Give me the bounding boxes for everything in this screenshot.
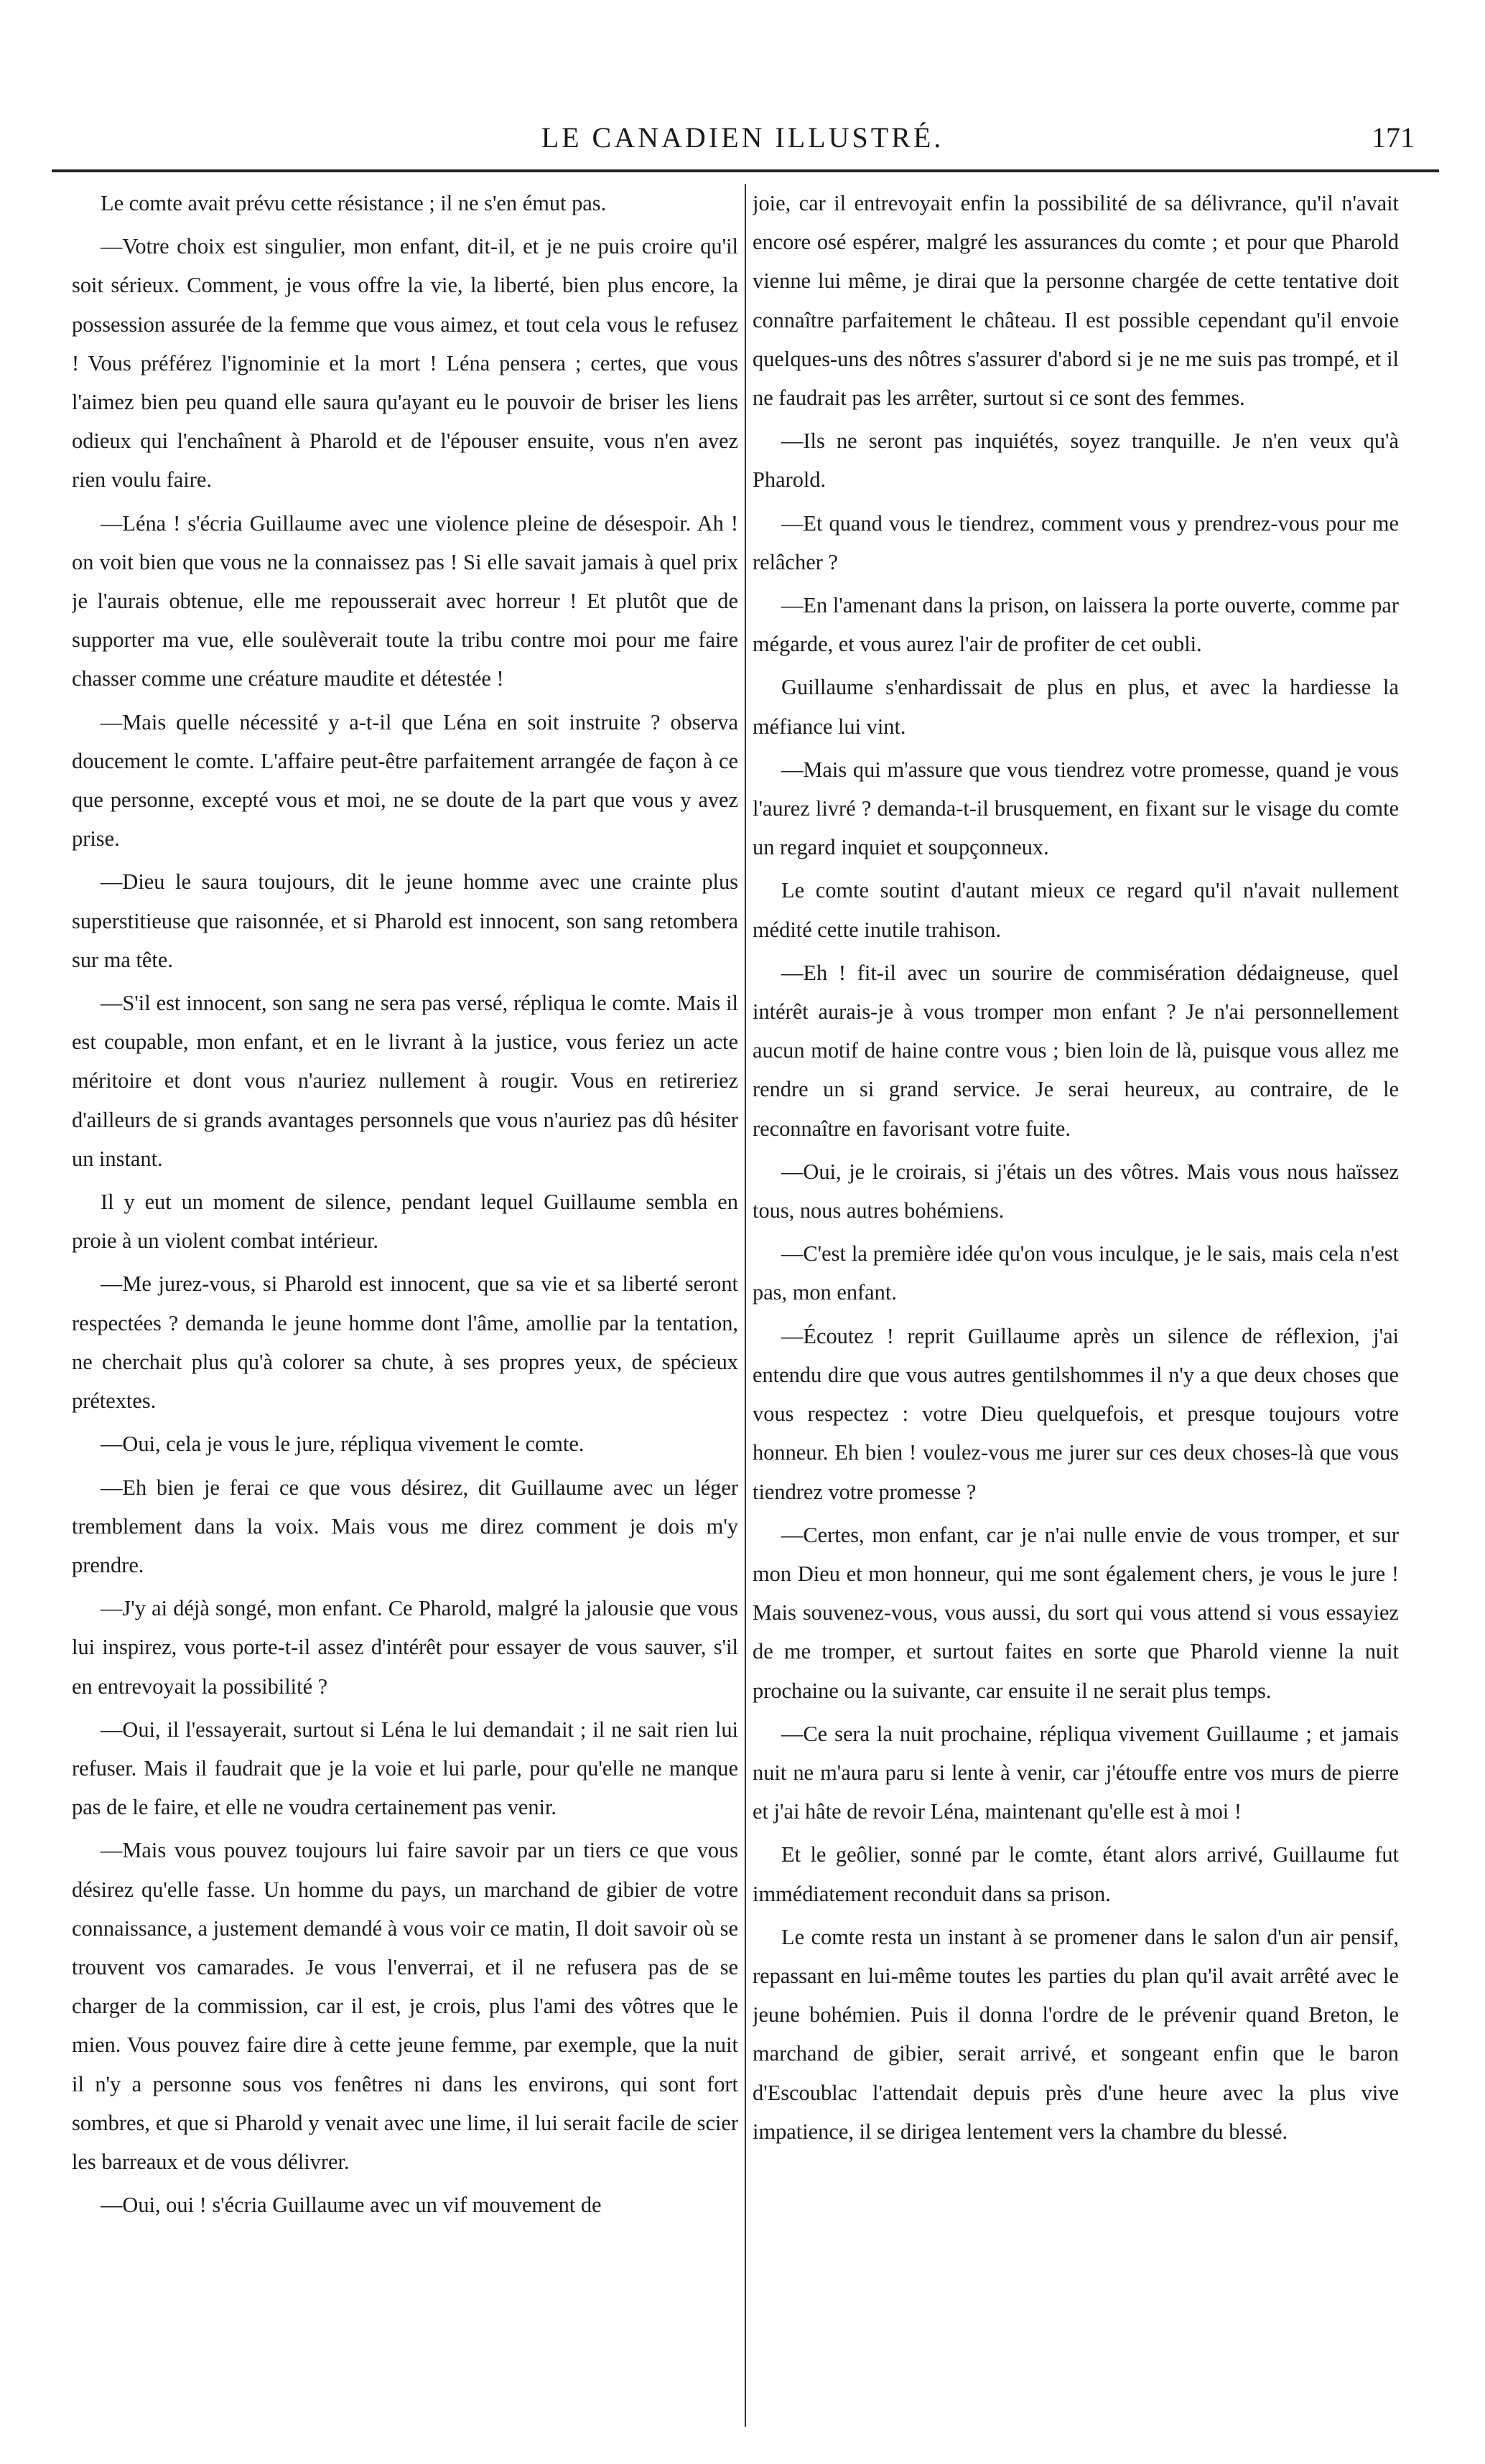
- page-number: 171: [1372, 121, 1415, 154]
- paragraph: —Léna ! s'écria Guillaume avec une violence pleine de désespoir. Ah ! on voit bien que vous ne la connaissez pas ! Si elle savait jamais à quel prix je l'aurais obtenue, elle me repousserait avec horreur ! Et plutôt que de supporter ma vue, elle soulèverait toute la tribu contre moi pour me faire chasser comme une créature maudite et détestée !: [72, 510, 738, 691]
- right-column: [753, 184, 1399, 2424]
- paragraph: —Mais qui m'assure que vous tiendrez votre promesse, quand je vous l'aurez livré ? demanda-t-il brusquement, en fixant sur le visage du comte un regard inquiet et soupçonneux.: [753, 757, 1399, 860]
- paragraph: —Oui, oui ! s'écria Guillaume avec un vif mouvement de: [101, 2193, 602, 2218]
- paragraph: —Certes, mon enfant, car je n'ai nulle envie de vous tromper, et sur mon Dieu et mon honneur, qui me sont également chers, je vous le jure ! Mais souvenez-vous, vous aussi, du sort qui vous attend si vous essayiez de me tromper, et surtout faites en sorte que Pharold vienne la nuit prochaine ou la suivante, car ensuite il ne serait plus temps.: [753, 1522, 1399, 1703]
- column-rule: [745, 184, 746, 2427]
- paragraph: Le comte resta un instant à se promener dans le salon d'un air pensif, repassant en lui-même toutes les parties du plan qu'il avait arrêté avec le jeune bohémien. Puis il donna l'ordre de le prévenir quand Breton, le marchand de gibier, serait arrivé, et songeant enfin que le baron d'Escoublac l'attendait depuis près d'une heure avec la plus vive impatience, il se dirigea lentement vers la chambre du blessé.: [753, 1924, 1399, 2144]
- paragraph: Guillaume s'enhardissait de plus en plus, et avec la hardiesse la méfiance lui vint.: [753, 675, 1399, 739]
- paragraph: —Mais quelle nécessité y a-t-il que Léna en soit instruite ? observa doucement le comte. L'affaire peut-être parfaitement arrangée de façon à ce que personne, excepté vous et moi, ne se doute de la part que vous y avez prise.: [72, 709, 738, 851]
- paragraph: —C'est la première idée qu'on vous inculque, je le sais, mais cela n'est pas, mon enfant.: [753, 1241, 1399, 1305]
- paragraph: —Ils ne seront pas inquiétés, soyez tranquille. Je n'en veux qu'à Pharold.: [753, 429, 1399, 493]
- paragraph: —Écoutez ! reprit Guillaume après un silence de réflexion, j'ai entendu dire que vous autres gentilshommes il n'y a que deux choses que vous respectez : votre Dieu quelquefois, et presque toujours votre honneur. Eh bien ! voulez-vous me jurer sur ces deux choses-là que vous tiendrez votre promesse ?: [753, 1323, 1399, 1504]
- paragraph: —Eh ! fit-il avec un sourire de commisération dédaigneuse, quel intérêt aurais-je à vous tromper mon enfant ? Je n'ai personnellement aucun motif de haine contre vous ; bien loin de là, puisque vous allez me rendre un si grand service. Je serai heureux, au contraire, de le reconnaître en favorisant votre fuite.: [753, 960, 1399, 1141]
- paragraph: —Oui, il l'essayerait, surtout si Léna le lui demandait ; il ne sait rien lui refuser. Mais il faudrait que je la voie et lui parle, pour qu'elle ne manque pas de le faire, et elle ne voudra certainement pas venir.: [72, 1717, 738, 1820]
- left-column: [72, 184, 738, 2424]
- paragraph: —Dieu le saura toujours, dit le jeune homme avec une crainte plus superstitieuse que raisonnée, et si Pharold est innocent, son sang retombera sur ma tête.: [72, 869, 738, 972]
- header-rule: [52, 169, 1439, 172]
- page-header: [43, 121, 1442, 164]
- paragraph: —En l'amenant dans la prison, on laissera la porte ouverte, comme par mégarde, et vous aurez l'air de profiter de cet oubli.: [753, 593, 1399, 657]
- paragraph: Et le geôlier, sonné par le comte, étant alors arrivé, Guillaume fut immédiatement reconduit dans sa prison.: [753, 1842, 1399, 1906]
- running-title: LE CANADIEN ILLUSTRÉ.: [541, 121, 944, 154]
- paragraph: —J'y ai déjà songé, mon enfant. Ce Pharold, malgré la jalousie que vous lui inspirez, vous porte-t-il assez d'intérêt pour essayer de vous sauver, s'il en entrevoyait la possibilité ?: [72, 1596, 738, 1699]
- paragraph: —Votre choix est singulier, mon enfant, dit-il, et je ne puis croire qu'il soit sérieux. Comment, je vous offre la vie, la liberté, bien plus encore, la possession assurée de la femme que vous aimez, et tout cela vous le refusez ! Vous préférez l'ignominie et la mort ! Léna pensera ; certes, que vous l'aimez bien peu quand elle saura qu'ayant eu le pouvoir de briser les liens odieux qui l'enchaînent à Pharold et de l'épouser ensuite, vous n'en avez rien voulu faire.: [72, 234, 738, 493]
- paragraph: Le comte soutint d'autant mieux ce regard qu'il n'avait nullement médité cette inutile trahison.: [753, 878, 1399, 942]
- paragraph: —Mais vous pouvez toujours lui faire savoir par un tiers ce que vous désirez qu'elle fasse. Un homme du pays, un marchand de gibier de votre connaissance, a justement demandé à vous voir ce matin, Il doit savoir où se trouvent vos camarades. Je vous l'enverrai, et il ne refusera pas de se charger de la commission, car il est, je crois, plus l'ami des vôtres que le mien. Vous pouvez faire dire à cette jeune femme, par exemple, que la nuit il n'y a personne sous vos fenêtres ni dans les environs, qui sont fort sombres, et que si Pharold y venait avec une lime, il lui serait facile de scier les barreaux et de vous délivrer.: [72, 1838, 738, 2174]
- paragraph: Le comte avait prévu cette résistance ; il ne s'en émut pas.: [101, 191, 607, 215]
- paragraph: —Et quand vous le tiendrez, comment vous y prendrez-vous pour me relâcher ?: [753, 510, 1399, 574]
- paragraph: —Me jurez-vous, si Pharold est innocent, que sa vie et sa liberté seront respectées ? demanda le jeune homme dont l'âme, amollie par la tentation, ne cherchait plus qu'à colorer sa chute, à ses propres yeux, de spécieux prétextes.: [72, 1271, 738, 1414]
- paragraph: —S'il est innocent, son sang ne sera pas versé, répliqua le comte. Mais il est coupable, mon enfant, et en le livrant à la justice, vous feriez un acte méritoire et dont vous n'auriez nullement à rougir. Vous en retireriez d'ailleurs de si grands avantages personnels que vous n'auriez pas dû hésiter un instant.: [72, 991, 738, 1171]
- paragraph: —Eh bien je ferai ce que vous désirez, dit Guillaume avec un léger tremblement dans la voix. Mais vous me direz comment je dois m'y prendre.: [72, 1475, 738, 1577]
- paragraph: —Oui, je le croirais, si j'étais un des vôtres. Mais vous nous haïssez tous, nous autres bohémiens.: [753, 1159, 1399, 1223]
- paragraph: —Ce sera la nuit prochaine, répliqua vivement Guillaume ; et jamais nuit ne m'aura paru si lente à venir, car j'étouffe entre vos murs de pierre et j'ai hâte de revoir Léna, maintenant qu'elle est à moi !: [753, 1721, 1399, 1824]
- paragraph: joie, car il entrevoyait enfin la possibilité de sa délivrance, qu'il n'avait encore osé espérer, malgré les assurances du comte ; et pour que Pharold vienne lui même, je dirai que la personne chargée de cette tentative doit connaître parfaitement le château. Il est possible cependant qu'il envoie quelques-uns des nôtres s'assurer d'abord si je ne me suis pas trompé, et il ne faudrait pas les arrêter, surtout si ce sont des femmes.: [753, 191, 1399, 411]
- paragraph: —Oui, cela je vous le jure, répliqua vivement le comte.: [101, 1432, 585, 1457]
- paragraph: Il y eut un moment de silence, pendant lequel Guillaume sembla en proie à un violent combat intérieur.: [72, 1190, 738, 1254]
